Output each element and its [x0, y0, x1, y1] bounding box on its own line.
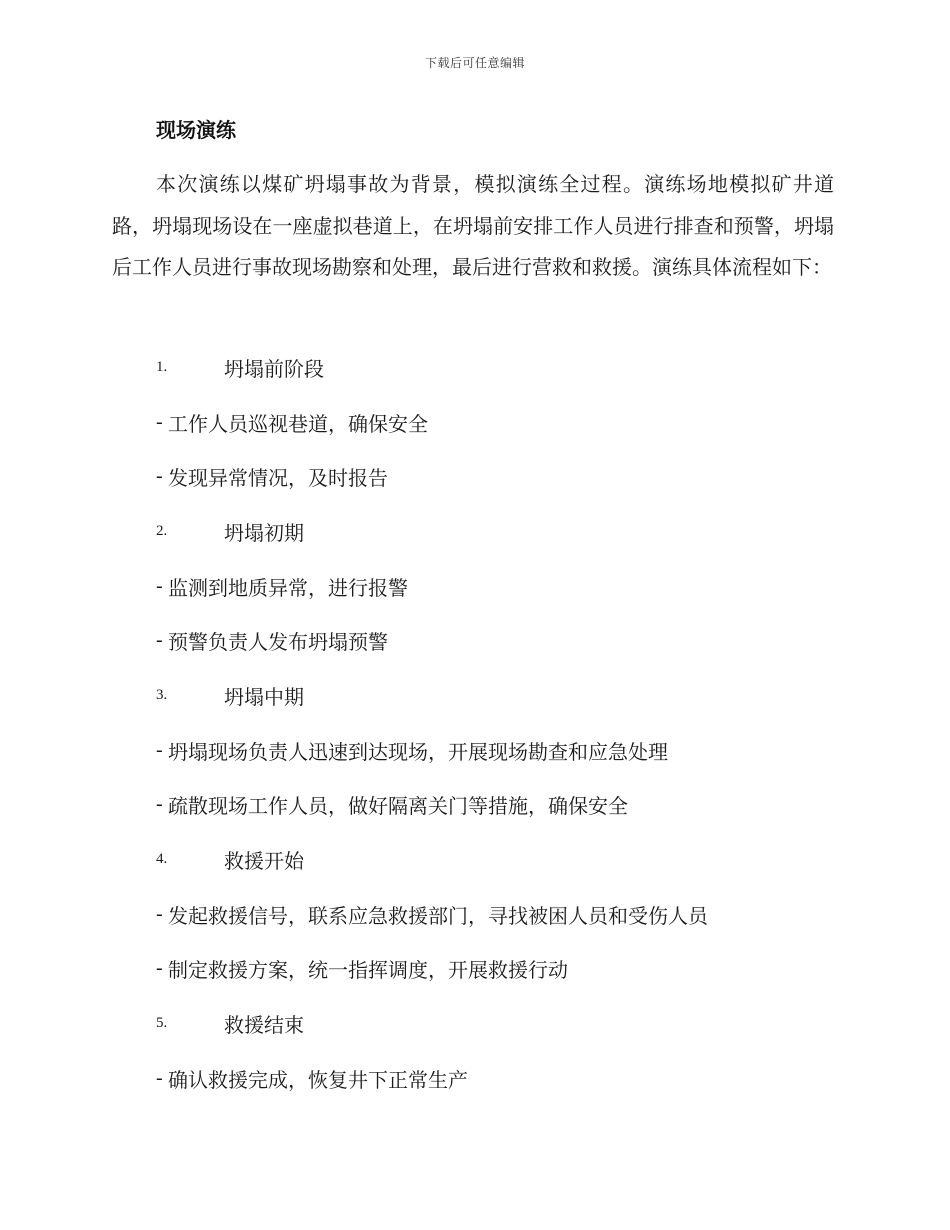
list-item-text: 坍塌现场负责人迅速到达现场，开展现场勘查和应急处理 [168, 739, 668, 764]
list-item [156, 613, 836, 668]
dash-bullet: - [156, 410, 163, 433]
dash-bullet: - [156, 1066, 163, 1089]
stage-number: 4. [156, 851, 168, 868]
stage-heading [156, 668, 836, 723]
stage-title: 救援结束 [224, 1013, 304, 1038]
dash-bullet: - [156, 629, 163, 652]
dash-bullet: - [156, 957, 163, 980]
stage-number: 3. [156, 686, 168, 703]
list-item [156, 778, 836, 833]
stage-number: 5. [156, 1015, 168, 1032]
list-item [156, 942, 836, 997]
list-item-text: 确认救援完成，恢复井下正常生产 [168, 1067, 468, 1092]
dash-bullet: - [156, 465, 163, 488]
dash-bullet: - [156, 793, 163, 816]
list-item [156, 723, 836, 778]
dash-bullet: - [156, 902, 163, 925]
stage-heading [156, 832, 836, 887]
stage-heading [156, 996, 836, 1051]
list-item-text: 制定救援方案，统一指挥调度，开展救援行动 [168, 958, 568, 983]
stage-number: 1. [156, 358, 168, 375]
list-item-text: 发起救援信号，联系应急救援部门，寻找被困人员和受伤人员 [168, 903, 708, 928]
section-title: 现场演练 [156, 118, 236, 142]
stage-title: 坍塌前阶段 [224, 356, 324, 381]
stage-title: 坍塌中期 [224, 684, 304, 709]
procedure-list [156, 340, 836, 1106]
list-item [156, 887, 836, 942]
list-item-text: 监测到地质异常，进行报警 [168, 575, 408, 600]
stage-number: 2. [156, 522, 168, 539]
list-item [156, 1051, 836, 1106]
dash-bullet: - [156, 738, 163, 761]
stage-heading [156, 340, 836, 395]
page-header-note: 下载后可任意编辑 [424, 56, 525, 70]
intro-paragraph: 本次演练以煤矿坍塌事故为背景，模拟演练全过程。演练场地模拟矿井道路，坍塌现场设在一座虚拟巷道上，在坍塌前安排工作人员进行排查和预警，坍塌后工作人员进行事故现场勘察和处理，最后进行营救和救援。演练具体流程如下： [112, 172, 834, 279]
stage-heading [156, 504, 836, 559]
list-item-text: 发现异常情况，及时报告 [168, 466, 388, 491]
list-item-text: 工作人员巡视巷道，确保安全 [168, 411, 428, 436]
list-item-text: 预警负责人发布坍塌预警 [168, 630, 388, 655]
list-item [156, 449, 836, 504]
dash-bullet: - [156, 574, 163, 597]
list-item [156, 559, 836, 614]
list-item [156, 395, 836, 450]
stage-title: 救援开始 [224, 849, 304, 874]
list-item-text: 疏散现场工作人员，做好隔离关门等措施，确保安全 [168, 794, 628, 819]
stage-title: 坍塌初期 [224, 520, 304, 545]
